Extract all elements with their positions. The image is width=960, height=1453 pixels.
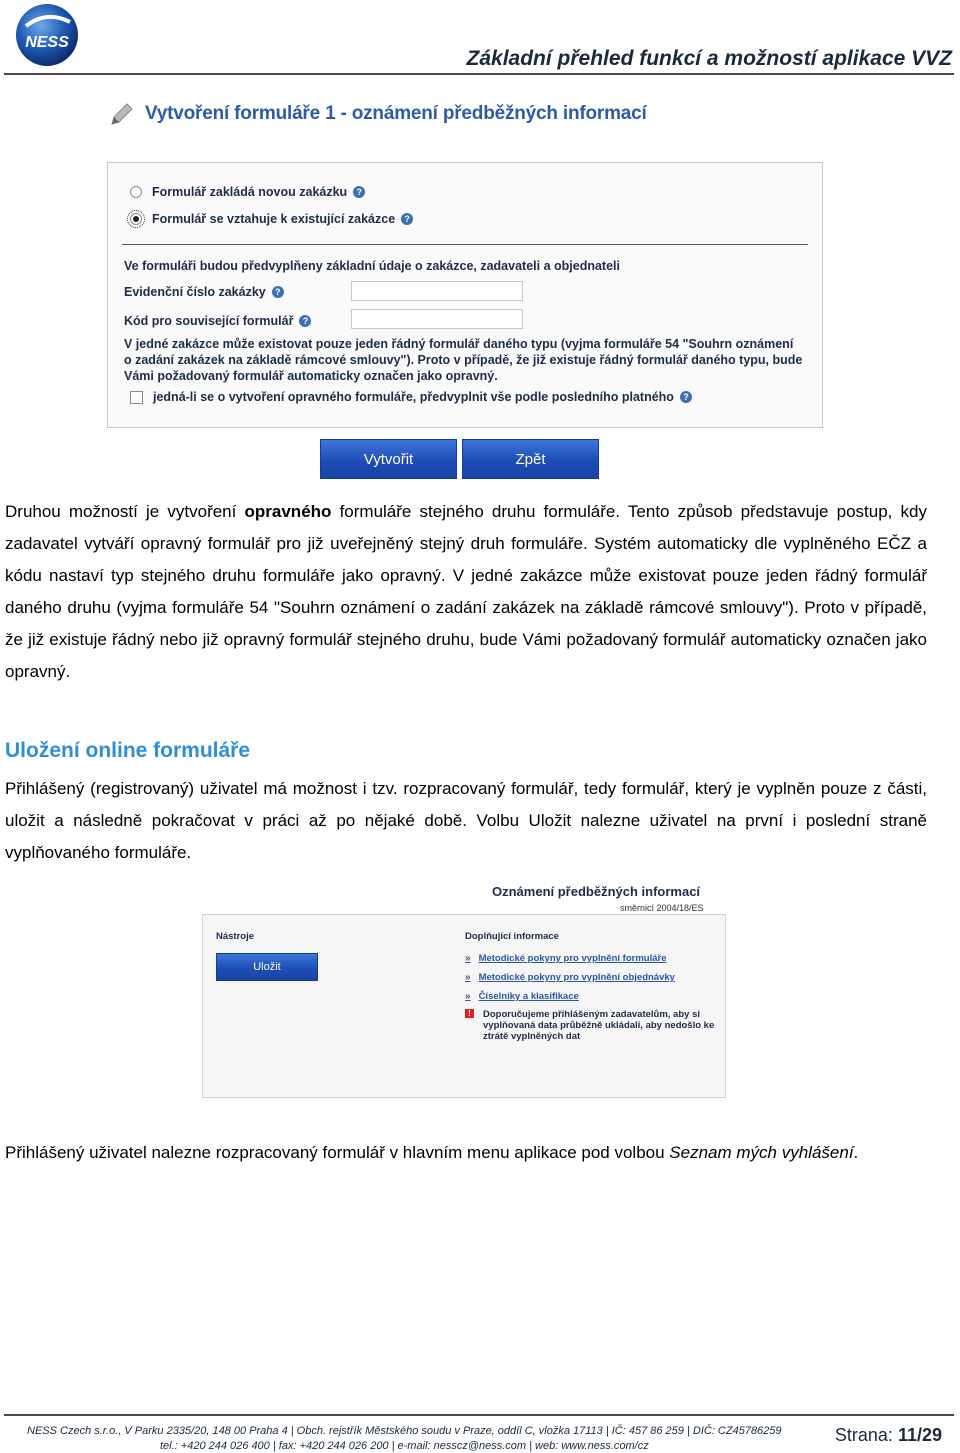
chevron-right-icon: » bbox=[465, 953, 471, 964]
single-form-notice: V jedné zakázce může existovat pouze jeden řádný formulář daného typu (vyjma formuláře 54 "Souhrn oznámení o zadání zakázek na základě rámcové smlouvy"). Proto v případě, že již existuje řádný formulář daného typu, bude Vámi požadovaný formulář automaticky označen jako opravný. bbox=[124, 337, 803, 383]
chevron-right-icon: » bbox=[465, 972, 471, 983]
link-codelists[interactable] bbox=[465, 991, 579, 1002]
paragraph-my-notices bbox=[5, 1141, 927, 1164]
form-creation-panel bbox=[107, 162, 823, 428]
page-number bbox=[835, 1425, 942, 1446]
save-warning-text: Doporučujeme přihlášeným zadavatelům, aby si vyplňovaná data průběžně ukládali, aby nedošlo ke ztrátě vyplněných dat bbox=[483, 1009, 715, 1042]
radio-option-new[interactable] bbox=[130, 185, 365, 199]
prefill-note: Ve formuláři budou předvyplňeny základní údaje o zakázce, zadavateli a objednateli bbox=[124, 259, 620, 273]
help-icon[interactable]: ? bbox=[272, 286, 284, 298]
help-icon[interactable]: ? bbox=[680, 391, 692, 403]
link-form-guidelines-text[interactable]: Metodické pokyny pro vyplnění formuláře bbox=[478, 953, 667, 964]
related-code-label bbox=[124, 314, 311, 328]
form2-tools-panel bbox=[202, 914, 726, 1098]
pencil-icon bbox=[107, 99, 137, 129]
radio-existing-label: Formulář se vztahuje k existující zakázce bbox=[152, 212, 396, 226]
related-code-label-text: Kód pro související formulář bbox=[124, 314, 294, 328]
form2-subtitle: směrnicí 2004/18/ES bbox=[620, 903, 704, 913]
related-code-input[interactable] bbox=[351, 309, 523, 329]
prefill-checkbox-label: jedná-li se o vytvoření opravného formuláře, předvyplnit vše podle posledního platného bbox=[153, 390, 674, 404]
radio-new[interactable] bbox=[130, 186, 142, 198]
additional-info-label: Doplňující informace bbox=[465, 931, 559, 942]
page-value: 11/29 bbox=[897, 1425, 942, 1445]
logo-text: NESS bbox=[25, 34, 69, 51]
para2-text-before: Přihlášený uživatel nalezne rozpracovaný formulář v hlavním menu aplikace pod volbou bbox=[5, 1143, 670, 1162]
para1-text-before: Druhou možností je vytvoření bbox=[5, 502, 245, 521]
chevron-right-icon: » bbox=[465, 991, 471, 1002]
footer-contact-info: tel.: +420 244 026 400 | fax: +420 244 026 200 | e-mail: nesscz@ness.com | web: www.ness.com/cz bbox=[160, 1440, 649, 1452]
form-heading-text: Vytvoření formuláře 1 - oznámení předběžných informací bbox=[145, 103, 647, 124]
para1-text-after: formuláře stejného druhu formuláře. Tento způsob představuje postup, kdy zadavatel vytváří opravný formulář pro již uveřejněný stejný druh formuláře. Systém automaticky dle vyplněného EČZ a kódu nastaví typ stejného druhu formuláře jako opravný. V jedné zakázce může existovat pouze jeden řádný formulář daného druhu (vyjma formuláře 54 "Souhrn oznámení o zadání zakázek na základě rámcové smlouvy"). Proto v případě, že již existuje řádný nebo již opravný formulář stejného druhu, bude Vámi požadovaný formulář automaticky označen jako opravný. bbox=[5, 502, 928, 681]
panel-divider bbox=[122, 244, 808, 245]
para2-text-after: . bbox=[853, 1143, 859, 1162]
warning-icon: ! bbox=[465, 1009, 474, 1018]
radio-new-label: Formulář zakládá novou zakázku bbox=[152, 185, 348, 199]
radio-existing[interactable] bbox=[130, 213, 142, 225]
tools-label: Nástroje bbox=[216, 931, 255, 942]
form-heading bbox=[107, 96, 647, 132]
radio-option-existing[interactable] bbox=[130, 212, 413, 226]
prefill-checkbox[interactable] bbox=[130, 391, 143, 404]
link-order-guidelines[interactable] bbox=[465, 972, 675, 983]
section-heading: Uložení online formuláře bbox=[5, 739, 251, 762]
save-warning bbox=[465, 1009, 715, 1042]
document-header-title: Základní přehled funkcí a možností aplikace VVZ bbox=[466, 47, 952, 70]
paragraph-save-online: Přihlášený (registrovaný) uživatel má možnost i tzv. rozpracovaný formulář, tedy formulář, který je vyplněn pouze z části, uložit a následně pokračovat v práci až po nějaké době. Volbu Uložit nalezne uživatel na první i poslední straně vyplňovaného formuláře. bbox=[5, 779, 927, 862]
para1-bold: opravného bbox=[244, 502, 332, 521]
page-label: Strana: bbox=[834, 1425, 898, 1445]
evidence-number-label-text: Evidenční číslo zakázky bbox=[124, 285, 266, 299]
footer-divider bbox=[4, 1414, 954, 1416]
evidence-number-label bbox=[124, 285, 284, 299]
link-codelists-text[interactable]: Číselníky a klasifikace bbox=[478, 991, 579, 1002]
prefill-checkbox-row[interactable] bbox=[130, 390, 692, 404]
form2-title: Oznámení předběžných informací bbox=[492, 884, 701, 899]
back-button[interactable]: Zpět bbox=[462, 439, 599, 479]
help-icon[interactable]: ? bbox=[299, 315, 311, 327]
paragraph-corrective-form bbox=[5, 496, 927, 688]
evidence-number-input[interactable] bbox=[351, 281, 523, 301]
header-divider bbox=[4, 73, 954, 75]
link-form-guidelines[interactable] bbox=[465, 953, 667, 964]
save-button[interactable]: Uložit bbox=[216, 953, 318, 981]
para2-italic: Seznam mých vyhlášení bbox=[669, 1143, 854, 1162]
footer-company-info: NESS Czech s.r.o., V Parku 2335/20, 148 00 Praha 4 | Obch. rejstřík Městského soudu v Praze, oddíl C, vložka 17113 | IČ: 457 86 259 | DIČ: CZ45786259 bbox=[27, 1425, 782, 1437]
ness-logo bbox=[12, 2, 82, 68]
link-order-guidelines-text[interactable]: Metodické pokyny pro vyplnění objednávky bbox=[478, 972, 675, 983]
help-icon[interactable]: ? bbox=[401, 213, 413, 225]
create-button[interactable]: Vytvořit bbox=[320, 439, 457, 479]
help-icon[interactable]: ? bbox=[353, 186, 365, 198]
